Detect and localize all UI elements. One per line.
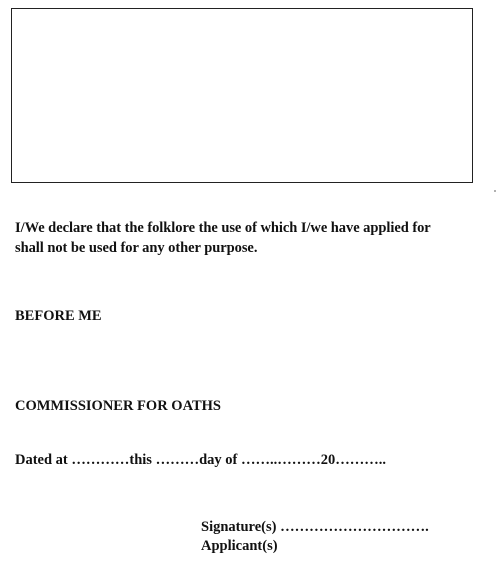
applicant-label: Applicant(s) bbox=[201, 538, 278, 554]
dated-line: Dated at …………this ………day of ……..………20……….. bbox=[15, 452, 386, 468]
before-me-heading: BEFORE ME bbox=[15, 308, 102, 324]
declaration-line-1: I/We declare that the folklore the use of which I/we have applied for bbox=[15, 220, 431, 236]
declaration-line-2: shall not be used for any other purpose. bbox=[15, 240, 258, 256]
scan-speck bbox=[494, 190, 496, 192]
blank-box bbox=[11, 8, 473, 183]
commissioner-heading: COMMISSIONER FOR OATHS bbox=[15, 398, 221, 414]
declaration-text bbox=[15, 218, 485, 258]
signature-line: Signature(s) …………………………. bbox=[201, 519, 429, 535]
